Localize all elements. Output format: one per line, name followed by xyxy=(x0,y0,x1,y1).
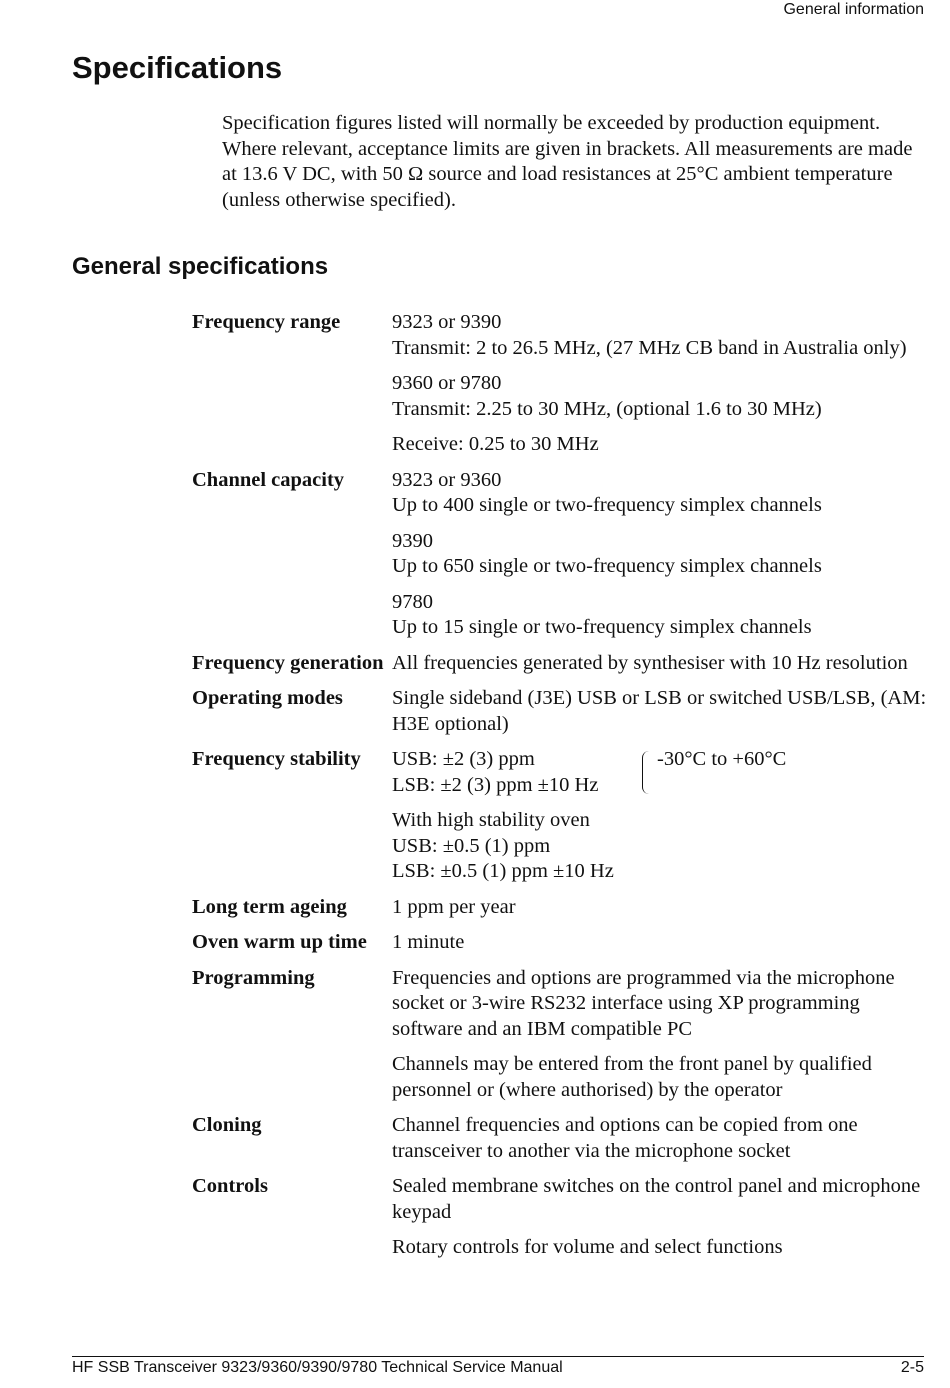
spec-value xyxy=(392,468,932,651)
spec-line: USB: ±0.5 (1) ppm xyxy=(392,834,551,857)
spec-paragraph xyxy=(392,529,932,580)
spec-value xyxy=(392,686,932,747)
spec-line: Up to 15 single or two-frequency simplex channels xyxy=(392,616,812,638)
spec-value xyxy=(392,651,932,687)
spec-value xyxy=(392,966,932,1114)
section-heading: General specifications xyxy=(72,253,329,280)
specifications-table xyxy=(192,310,932,1271)
temperature-range: -30°C to +60°C xyxy=(657,748,787,770)
spec-paragraph xyxy=(392,371,932,422)
spec-label: Long term ageing xyxy=(192,895,347,918)
spec-paragraph xyxy=(392,468,932,519)
spec-model-line: 9323 or 9360 xyxy=(392,468,502,491)
spec-value xyxy=(392,310,932,468)
spec-model-line: 9390 xyxy=(392,529,433,552)
spec-line: Up to 650 single or two-frequency simplex channels xyxy=(392,555,822,577)
intro-paragraph: Specification figures listed will normally be exceeded by production equipment. Where relevant, acceptance limits are given in brackets. All measurements are made at 13.6 V DC, with 50 Ω source and load resistances at 25°C ambient temperature (unless otherwise specified). xyxy=(222,112,913,211)
spec-line-lsb: LSB: ±2 (3) ppm ±10 Hz xyxy=(392,773,599,796)
brace-icon xyxy=(642,751,655,794)
spec-line-usb: USB: ±2 (3) ppm xyxy=(392,748,535,770)
spec-line: Receive: 0.25 to 30 MHz xyxy=(392,433,599,455)
stability-group xyxy=(392,747,932,798)
spec-label: Controls xyxy=(192,1175,268,1197)
spec-line: Single sideband (J3E) USB or LSB or switched USB/LSB, (AM: H3E optional) xyxy=(392,687,927,735)
page-number: 2-5 xyxy=(900,1359,924,1376)
spec-row-controls xyxy=(192,1174,932,1271)
spec-label: Operating modes xyxy=(192,687,343,709)
spec-line: 1 ppm per year xyxy=(392,895,516,918)
spec-value xyxy=(392,930,932,966)
spec-value xyxy=(392,895,932,931)
spec-model-line: 9780 xyxy=(392,590,433,613)
spec-model-line: 9323 or 9390 xyxy=(392,311,502,333)
spec-line: With high stability oven xyxy=(392,809,590,831)
spec-label: Frequency stability xyxy=(192,748,361,770)
spec-line: 1 minute xyxy=(392,931,465,953)
spec-line: Rotary controls for volume and select functions xyxy=(392,1236,783,1258)
spec-row-long-term-ageing xyxy=(192,895,932,931)
spec-paragraph xyxy=(392,808,932,885)
running-header: General information xyxy=(783,1,924,18)
spec-row-frequency-range xyxy=(192,310,932,468)
footer-divider xyxy=(72,1356,924,1357)
spec-label: Frequency generation xyxy=(192,651,384,674)
spec-row-cloning xyxy=(192,1113,932,1174)
spec-row-frequency-stability xyxy=(192,747,932,895)
footer-title: HF SSB Transceiver 9323/9360/9390/9780 Technical Service Manual xyxy=(72,1359,563,1376)
spec-line: Transmit: 2 to 26.5 MHz, (27 MHz CB band in Australia only) xyxy=(392,336,907,359)
spec-label: Programming xyxy=(192,966,315,989)
spec-line: Frequencies and options are programmed via the microphone socket or 3-wire RS232 interface using XP programming software and an IBM compatible PC xyxy=(392,966,895,1040)
spec-line: Channel frequencies and options can be copied from one transceiver to another via the microphone socket xyxy=(392,1114,858,1162)
page-title: Specifications xyxy=(72,50,283,85)
spec-row-oven-warm-up xyxy=(192,930,932,966)
spec-line: Sealed membrane switches on the control panel and microphone keypad xyxy=(392,1175,921,1223)
spec-label: Oven warm up time xyxy=(192,931,367,953)
spec-row-programming xyxy=(192,966,932,1114)
spec-label: Cloning xyxy=(192,1114,262,1136)
spec-row-operating-modes xyxy=(192,686,932,747)
spec-label: Frequency range xyxy=(192,311,341,333)
spec-line: Channels may be entered from the front panel by qualified personnel or (where authorised) by the operator xyxy=(392,1053,872,1101)
spec-row-channel-capacity xyxy=(192,468,932,651)
spec-label: Channel capacity xyxy=(192,468,345,491)
spec-row-frequency-generation xyxy=(192,651,932,687)
spec-model-line: 9360 or 9780 xyxy=(392,372,502,394)
spec-line: Transmit: 2.25 to 30 MHz, (optional 1.6 to 30 MHz) xyxy=(392,397,822,420)
spec-line: Up to 400 single or two-frequency simplex channels xyxy=(392,494,822,516)
spec-value xyxy=(392,1113,932,1174)
spec-line: LSB: ±0.5 (1) ppm ±10 Hz xyxy=(392,860,614,882)
spec-paragraph xyxy=(392,310,932,361)
spec-value xyxy=(392,747,932,895)
spec-paragraph xyxy=(392,590,932,641)
spec-line: All frequencies generated by synthesiser with 10 Hz resolution xyxy=(392,651,908,674)
spec-value xyxy=(392,1174,932,1271)
